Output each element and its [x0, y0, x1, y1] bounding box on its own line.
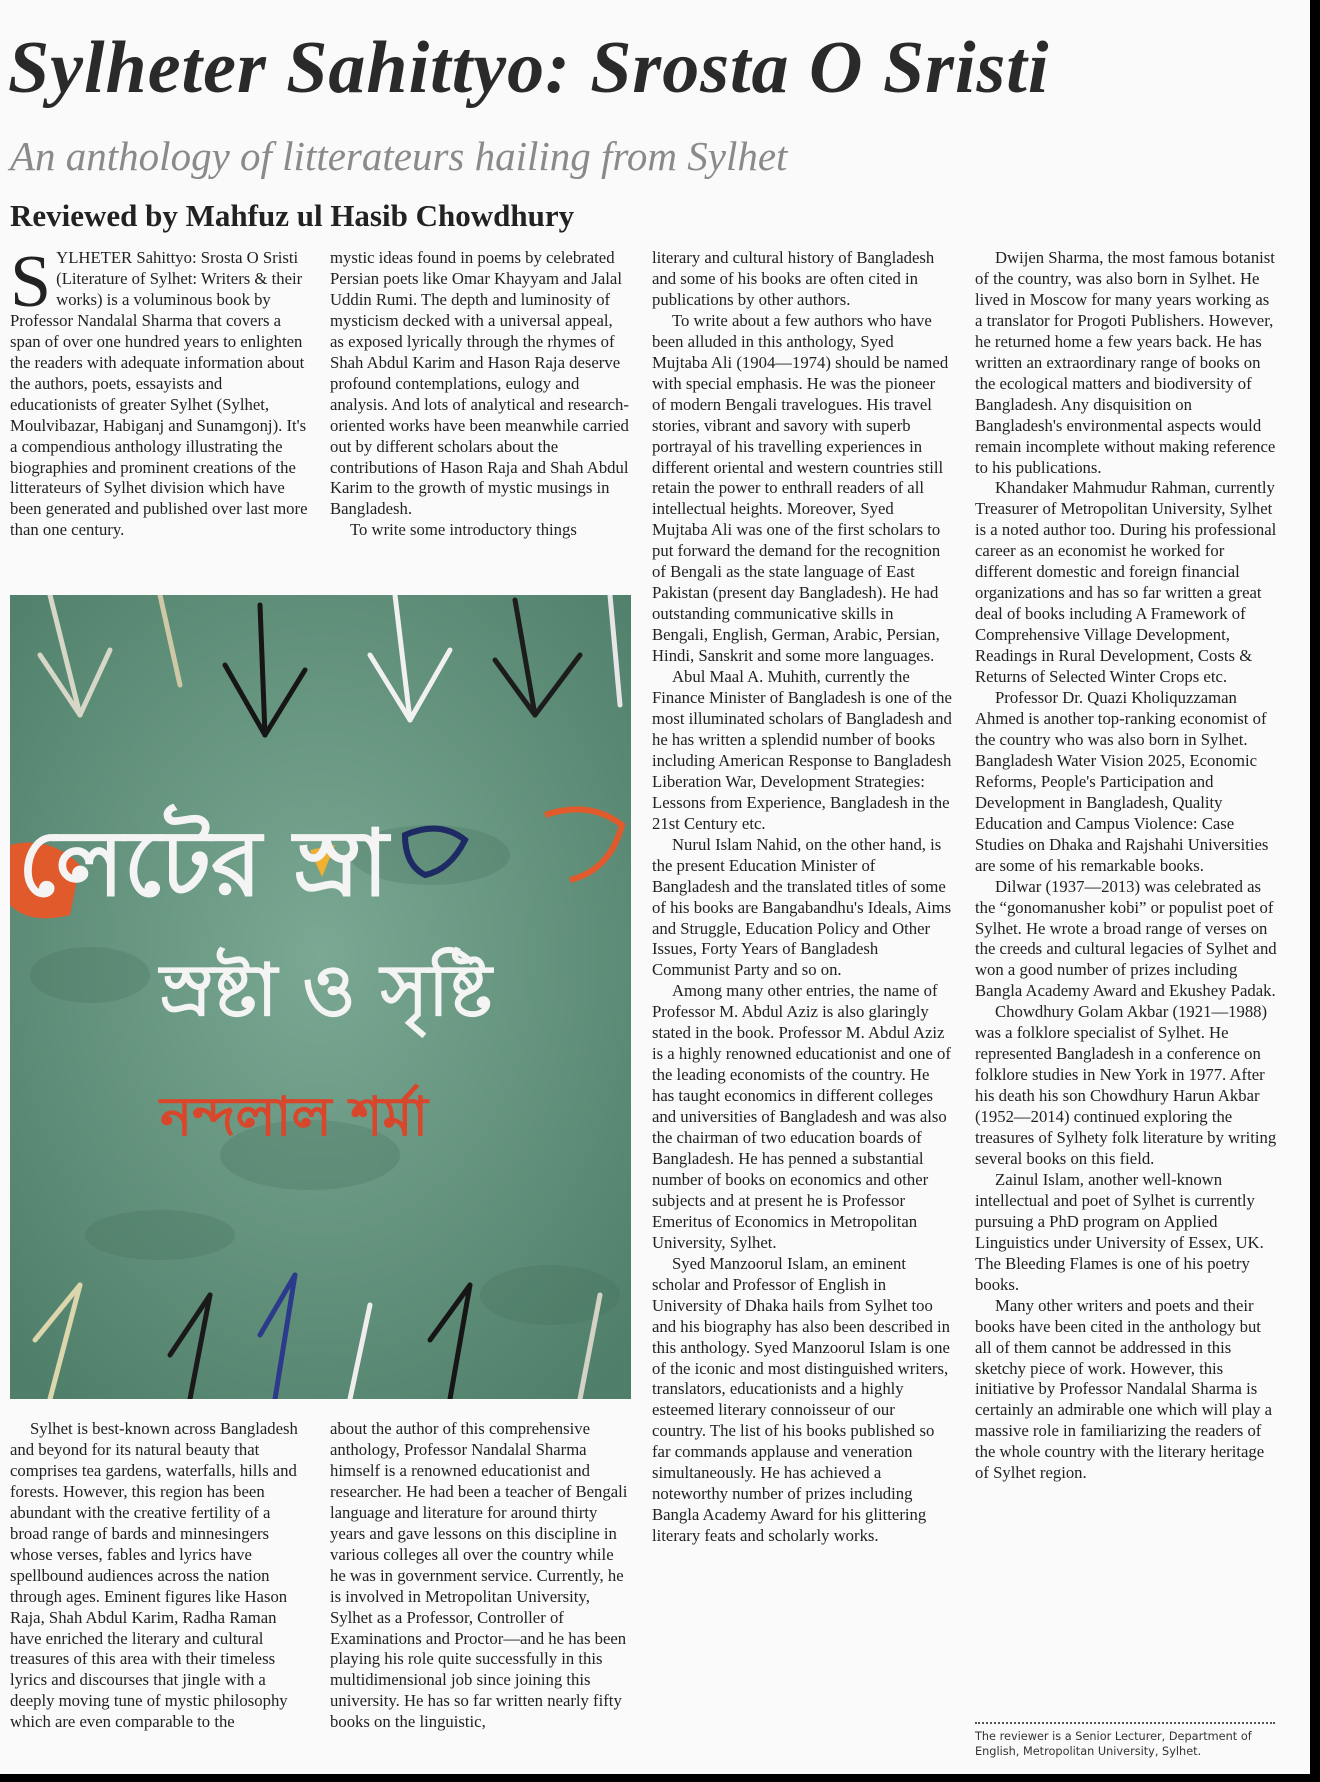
column-4	[975, 248, 1279, 1748]
dotted-divider	[975, 1722, 1275, 1724]
article-title: Sylheter Sahittyo: Srosta O Sristi	[8, 27, 1050, 109]
column-3-paragraph: literary and cultural history of Bangladesh and some of his books are often cited in publications by other authors.	[652, 248, 935, 309]
column-1-bottom	[10, 1419, 310, 1774]
column-4-paragraph: Dilwar (1937—2013) was celebrated as the “gonomanusher kobi” or populist poet of Sylhet. He wrote a broad range of verses on the creeds and cultural legacies of Sylhet and won a good number of prizes including Bangla Academy Award and Ekushey Padak.	[975, 876, 1277, 1001]
intro-paragraph	[10, 248, 310, 541]
reviewer-note: The reviewer is a Senior Lecturer, Department of English, Metropolitan University, Sylhet.	[975, 1730, 1252, 1758]
cover-title-line-1: লেটের স্রা	[18, 810, 389, 917]
column-2-bottom-paragraph: about the author of this comprehensive anthology, Professor Nandalal Sharma himself is a renowned educationist and researcher. He had been a teacher of Bengali language and literature for around thirty years and gave lessons on this discipline in various colleges all over the country while he was in government service. Currently, he is involved in Metropolitan University, Sylhet as a Professor, Controller of Examinations and Proctor—and he has been playing his role quite successfully in this multidimensional job since joining this university. He has so far written nearly fifty books on the linguistic,	[330, 1419, 628, 1732]
column-2-bottom	[330, 1419, 632, 1774]
book-cover-art	[10, 595, 631, 1399]
column-4-paragraph: Dwijen Sharma, the most famous botanist of the country, was also born in Sylhet. He lived in Moscow for many years working as a translator for Progoti Publishers. However, he returned home a few years back. He has written an extraordinary range of books on the ecological matters and biodiversity of Bangladesh. Any disquisition on Bangladesh's environmental aspects would remain incomplete without making reference to his publications.	[975, 248, 1276, 477]
column-4-paragraph: Zainul Islam, another well-known intellectual and poet of Sylhet is currently pursuing a PhD program on Applied Linguistics under University of Essex, UK. The Bleeding Flames is one of his poetry books.	[975, 1169, 1264, 1294]
column-2-paragraph-2: To write some introductory things	[350, 520, 577, 540]
column-4-paragraph: Professor Dr. Quazi Kholiquzzaman Ahmed is another top-ranking economist of the country who was also born in Sylhet. Bangladesh Water Vision 2025, Economic Reforms, People's Participation and Development in Bangladesh, Quality Education and Campus Violence: Case Studies on Dhaka and Rajshahi Universities are some of his remarkable books.	[975, 688, 1269, 875]
cover-title-line-2: স্রষ্টা ও সৃষ্টি	[160, 948, 492, 1032]
column-1-top	[10, 248, 310, 584]
column-3-paragraph: Syed Manzoorul Islam, an eminent scholar and Professor of English in University of Dhaka hails from Sylhet too and his biography has also been described in this anthology. Syed Manzoorul Islam is one of the iconic and most distinguished writers, translators, educationists and a highly esteemed literary connoisseur of our country. The list of his books published so far commands applause and veneration simultaneously. He has achieved a noteworthy number of prizes including Bangla Academy Award for his glittering literary feats and scholarly works.	[652, 1253, 950, 1546]
column-3-paragraph: Among many other entries, the name of Professor M. Abdul Aziz is also glaringly stated in the book. Professor M. Abdul Aziz is a highly renowned educationist and one of the leading economists of the country. He has taught economics in different colleges and universities of Bangladesh and was also the chairman of two education boards of Bangladesh. He has penned a substantial number of books on economics and other subjects and at present he is Professor Emeritus of Economics in Metropolitan University, Sylhet.	[652, 981, 951, 1252]
column-3	[652, 248, 952, 1774]
column-3-paragraph: Nurul Islam Nahid, on the other hand, is the present Education Minister of Bangladesh and the translated titles of some of his books are Bangabandhu's Ideals, Aims and Struggle, Education Policy and Other Issues, Forty Years of Bangladesh Communist Party and so on.	[652, 834, 952, 980]
book-cover-image	[10, 595, 631, 1399]
column-3-paragraph: Abul Maal A. Muhith, currently the Finance Minister of Bangladesh is one of the most illuminated scholars of Bangladesh and he has written a splendid number of books including American Response to Bangladesh Liberation War, Development Strategies: Lessons from Experience, Bangladesh in the 21st Century etc.	[652, 667, 952, 833]
column-4-paragraph: Khandaker Mahmudur Rahman, currently Treasurer of Metropolitan University, Sylhet is a noted author too. During his professional career as an economist he worked for different domestic and foreign financial organizations and has so far written a great deal of books including A Framework of Comprehensive Village Development, Readings in Rural Development, Costs & Returns of Selected Winter Crops etc.	[975, 478, 1277, 687]
column-3-paragraph: To write about a few authors who have been alluded in this anthology, Syed Mujtaba Ali (1904—1974) should be named with special emphasis. He was the pioneer of modern Bengali travelogues. His travel stories, vibrant and savory with superb portrayal of his travelling experiences in different oriental and western countries still retain the power to enthrall readers of all intellectual heights. Moreover, Syed Mujtaba Ali was one of the first scholars to put forward the demand for the recognition of Bengali as the state language of East Pakistan (present day Bangladesh). He had outstanding communicative skills in Bengali, English, German, Arabic, Persian, Hindi, Sanskrit and some more languages.	[652, 310, 949, 666]
article-byline: Reviewed by Mahfuz ul Hasib Chowdhury	[10, 198, 575, 233]
cover-author: নন্দলাল শর্মা	[160, 1085, 429, 1148]
article-subtitle: An anthology of litterateurs hailing from Sylhet	[10, 133, 788, 179]
drop-cap: S	[10, 248, 52, 323]
column-2-paragraph-1: mystic ideas found in poems by celebrated Persian poets like Omar Khayyam and Jalal Uddin Rumi. The depth and luminosity of mysticism decked with a universal appeal, as exposed lyrically through the rhymes of Shah Abdul Karim and Hason Raja deserve profound contemplations, eulogy and analysis. And lots of analytical and research-oriented works have been meanwhile carried out by different scholars about the contributions of Hason Raja and Shah Abdul Karim to the growth of mystic musings in Bangladesh.	[330, 248, 629, 519]
column-2-top	[330, 248, 630, 584]
column-1-bottom-paragraph: Sylhet is best-known across Bangladesh and beyond for its natural beauty that comprises tea gardens, waterfalls, hills and forests. However, this region has been abundant with the creative fertility of a broad range of bards and minnesingers whose verses, fables and lyrics have spellbound audiences across the nation through ages. Eminent figures like Hason Raja, Shah Abdul Karim, Radha Raman have enriched the literary and cultural treasures of this area with their timeless lyrics and discourses that jingle with a deeply moving tune of mystic philosophy which are even comparable to the	[10, 1419, 298, 1732]
intro-text: YLHETER Sahittyo: Srosta O Sristi (Literature of Sylhet: Writers & their works) is a voluminous book by Professor Nandalal Sharma that covers a span of over one hundred years to enlighten the readers with adequate information about the authors, poets, essayists and educationists of greater Sylhet (Sylhet, Moulvibazar, Habiganj and Sunamgonj). It's a compendious anthology illustrating the biographies and prominent creations of the litterateurs of Sylhet division which have been generated and published over last more than one century.	[10, 248, 308, 540]
column-4-paragraph: Many other writers and poets and their books have been cited in the anthology but all of them cannot be addressed in this sketchy piece of work. However, this initiative by Professor Nandalal Sharma is certainly an admirable one which will play a massive role in familiarizing the readers of the whole country with the literary heritage of Sylhet region.	[975, 1295, 1273, 1483]
column-4-paragraph: Chowdhury Golam Akbar (1921—1988) was a folklore specialist of Sylhet. He represented Bangladesh in a conference on folklore studies in New York in 1977. After his death his son Chowdhury Harun Akbar (1952—2014) continued exploring the treasures of Sylhety folk literature by writing several books on this field.	[975, 1002, 1277, 1168]
